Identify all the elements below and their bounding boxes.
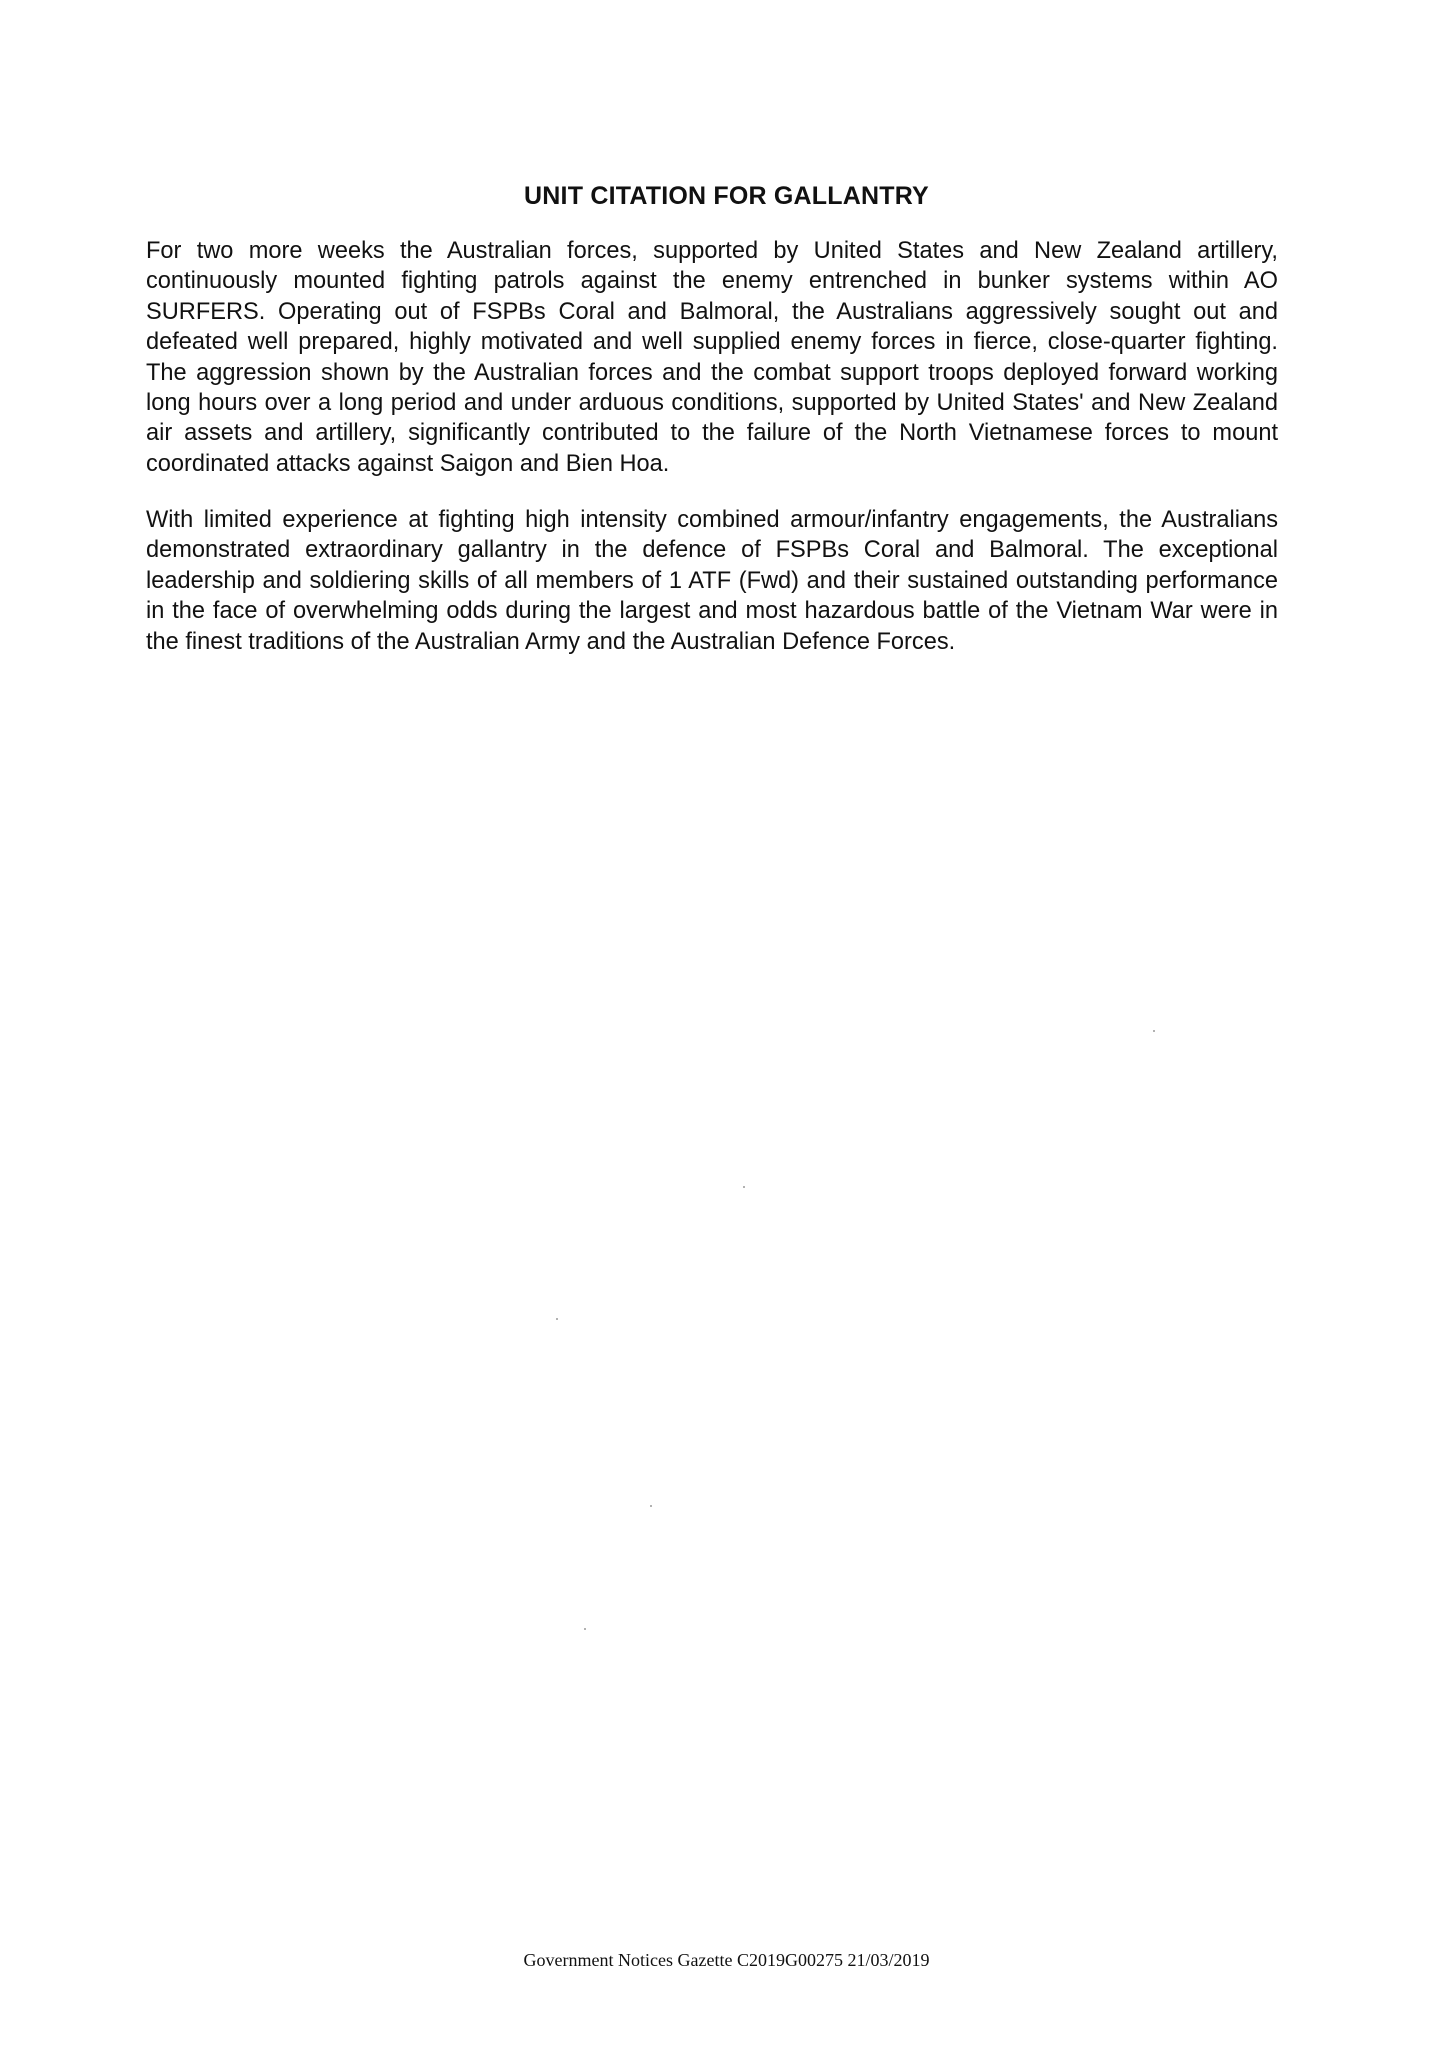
scan-speck xyxy=(650,1505,652,1507)
scan-speck xyxy=(743,1186,745,1188)
scan-speck xyxy=(584,1628,586,1630)
paragraph-2: With limited experience at fighting high intensity combined armour/infantry engagements, the Australians demonstrated extraordinary gallantry in the defence of FSPBs Coral and Balmoral. The exceptional leadership and soldiering skills of all members of 1 ATF (Fwd) and their sustained outstanding performance in the face of overwhelming odds during the largest and most hazardous battle of the Vietnam War were in the finest traditions of the Australian Army and the Australian Defence Forces. xyxy=(146,507,1278,655)
scan-speck xyxy=(1153,1030,1155,1032)
page-title: UNIT CITATION FOR GALLANTRY xyxy=(524,182,929,210)
gazette-footer: Government Notices Gazette C2019G00275 21/03/2019 xyxy=(523,1950,930,1970)
scan-speck xyxy=(556,1318,558,1320)
paragraph-1: For two more weeks the Australian forces, supported by United States and New Zealand artillery, continuously mounted fighting patrols against the enemy entrenched in bunker systems within AO SURFERS. Operating out of FSPBs Coral and Balmoral, the Australians aggressively sought out and defeated well prepared, highly motivated and well supplied enemy forces in fierce, close-quarter fighting. The aggression shown by the Australian forces and the combat support troops deployed forward working long hours over a long period and under arduous conditions, supported by United States' and New Zealand air assets and artillery, significantly contributed to the failure of the North Vietnamese forces to mount coordinated attacks against Saigon and Bien Hoa. xyxy=(146,238,1278,477)
